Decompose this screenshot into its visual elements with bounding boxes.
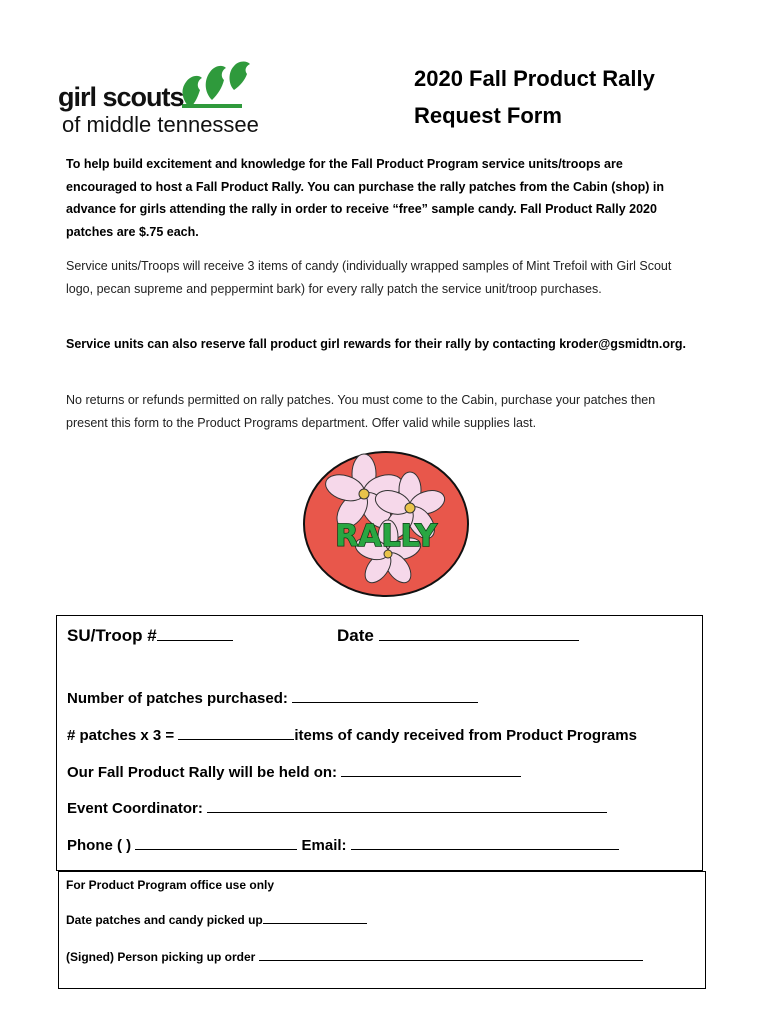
candy-calc-field[interactable] xyxy=(67,725,637,744)
logo-text-girl-scouts: girl scouts xyxy=(58,82,184,112)
patches-blank[interactable] xyxy=(292,688,478,703)
email-blank[interactable] xyxy=(351,835,619,850)
form-title-line1: 2020 Fall Product Rally xyxy=(414,66,655,91)
patches-field[interactable] xyxy=(67,688,478,707)
coordinator-label: Event Coordinator: xyxy=(67,800,203,817)
gsmt-logo xyxy=(58,60,288,140)
rewards-paragraph: Service units can also reserve fall product girl rewards for their rally by contacting kroder@gsmidtn.org. xyxy=(66,337,687,351)
date-blank[interactable] xyxy=(379,626,579,641)
pickup-date-blank[interactable] xyxy=(263,912,367,924)
rally-date-label: Our Fall Product Rally will be held on: xyxy=(67,764,338,781)
patches-label: Number of patches purchased: xyxy=(67,690,288,707)
office-heading: For Product Program office use only xyxy=(66,878,275,892)
coordinator-blank[interactable] xyxy=(207,798,607,813)
signature-label: (Signed) Person picking up order xyxy=(66,950,256,964)
troop-field[interactable] xyxy=(67,626,233,646)
date-label: Date xyxy=(337,626,374,645)
rally-date-field[interactable] xyxy=(67,762,521,781)
pickup-date-field[interactable] xyxy=(66,912,367,927)
form-title xyxy=(414,60,655,134)
troop-label: SU/Troop # xyxy=(67,626,157,645)
date-field[interactable] xyxy=(337,626,579,646)
logo-text-council: of middle tennessee xyxy=(62,112,259,137)
calc-suffix-label: items of candy received from Product Programs xyxy=(294,727,637,744)
signature-field[interactable] xyxy=(66,949,643,964)
troop-blank[interactable] xyxy=(157,626,233,641)
pickup-date-label: Date patches and candy picked up xyxy=(66,913,263,927)
email-label: Email: xyxy=(301,837,347,854)
signature-blank[interactable] xyxy=(259,949,643,961)
office-use-section xyxy=(58,871,706,989)
rally-badge-text: RALLY xyxy=(335,519,437,554)
candy-paragraph: Service units/Troops will receive 3 items of candy (individually wrapped samples of Mint Trefoil with Girl Scout logo, pecan supreme and peppermint bark) for every rally patch the service unit/troop purchases. xyxy=(66,259,672,296)
rally-patch-image xyxy=(302,450,470,598)
calc-prefix-label: # patches x 3 = xyxy=(67,727,175,744)
phone-label: Phone ( ) xyxy=(67,837,132,854)
rally-date-blank[interactable] xyxy=(341,762,521,777)
coordinator-field[interactable] xyxy=(67,798,607,817)
intro-paragraph: To help build excitement and knowledge for the Fall Product Program service units/troops are encouraged to host a Fall Product Rally. You can purchase the rally patches from the Cabin (shop) in advance for girls attending the rally in order to receive “free” sample candy. Fall Product Rally 2020 patches are $.75 each. xyxy=(66,157,665,239)
candy-count-blank[interactable] xyxy=(178,725,294,740)
request-form-section xyxy=(56,615,703,871)
contact-field[interactable] xyxy=(67,835,619,854)
form-title-line2: Request Form xyxy=(414,103,562,128)
phone-blank[interactable] xyxy=(135,835,297,850)
returns-paragraph: No returns or refunds permitted on rally patches. You must come to the Cabin, purchase your patches then present this form to the Product Programs department. Offer valid while supplies last. xyxy=(66,393,656,430)
